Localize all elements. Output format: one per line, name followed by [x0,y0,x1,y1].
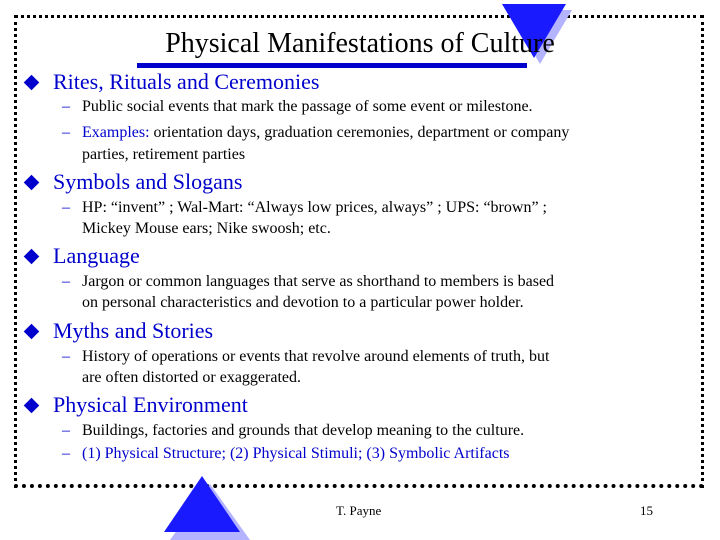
bullet-language [26,243,140,269]
bullet-heading: Rites, Rituals and Ceremonies [53,69,320,94]
bullet-rites [26,69,319,95]
bullet-heading: Language [53,243,140,268]
sub-bullet-text: History of operations or events that revolve around elements of truth, but [82,348,550,365]
page-title: Physical Manifestations of Culture [165,28,555,59]
footer-author: T. Payne [336,503,382,518]
sub-bullet-continuation [82,293,720,313]
sub-bullet-continuation [82,145,720,165]
sub-bullet-text [82,123,569,143]
sub-bullet [62,97,702,117]
bullet-heading: Myths and Stories [53,318,214,343]
diamond-bullet-icon [24,75,40,91]
bullet-heading: Symbols and Slogans [53,169,243,194]
sub-bullet [62,347,702,367]
bullet-myths [26,318,213,344]
dash-icon: – [62,199,70,216]
sub-bullet [62,444,702,464]
sub-bullet-text: HP: “invent” ; Wal-Mart: “Always low prices, always” ; UPS: “brown” ; [82,199,547,216]
sub-bullet-text: (1) Physical Structure; (2) Physical Stimuli; (3) Symbolic Artifacts [82,445,510,462]
sub-bullet-text: Public social events that mark the passage of some event or milestone. [82,98,533,115]
sub-bullet-text: Jargon or common languages that serve as shorthand to members is based [82,273,555,290]
dash-icon: – [62,348,70,365]
dash-icon: – [62,98,70,115]
bullet-environment [26,392,248,418]
diamond-bullet-icon [24,324,40,340]
bullet-heading: Physical Environment [53,392,248,417]
sub-bullet-text: are often distorted or exaggerated. [82,369,302,386]
sub-bullet [62,123,702,143]
diamond-bullet-icon [24,175,40,191]
sub-bullet [62,272,702,292]
dash-icon: – [62,422,70,439]
diamond-bullet-icon [24,249,40,265]
sub-bullet-text: parties, retirement parties [82,146,246,163]
sub-bullet-continuation [82,368,720,388]
diamond-bullet-icon [24,398,40,414]
dash-icon: – [62,124,70,141]
dash-icon: – [62,273,70,290]
examples-text: orientation days, graduation ceremonies, department or company [153,124,570,141]
sub-bullet-text: Buildings, factories and grounds that develop meaning to the culture. [82,422,525,439]
examples-prefix: Examples: [82,124,150,141]
sub-bullet [62,421,702,441]
sub-bullet-text: Mickey Mouse ears; Nike swoosh; etc. [82,220,331,237]
dash-icon: – [62,445,70,462]
sub-bullet-text: on personal characteristics and devotion to a particular power holder. [82,294,524,311]
sub-bullet-continuation [82,219,720,239]
bullet-symbols [26,169,242,195]
page-number: 15 [640,503,653,518]
sub-bullet [62,198,702,218]
